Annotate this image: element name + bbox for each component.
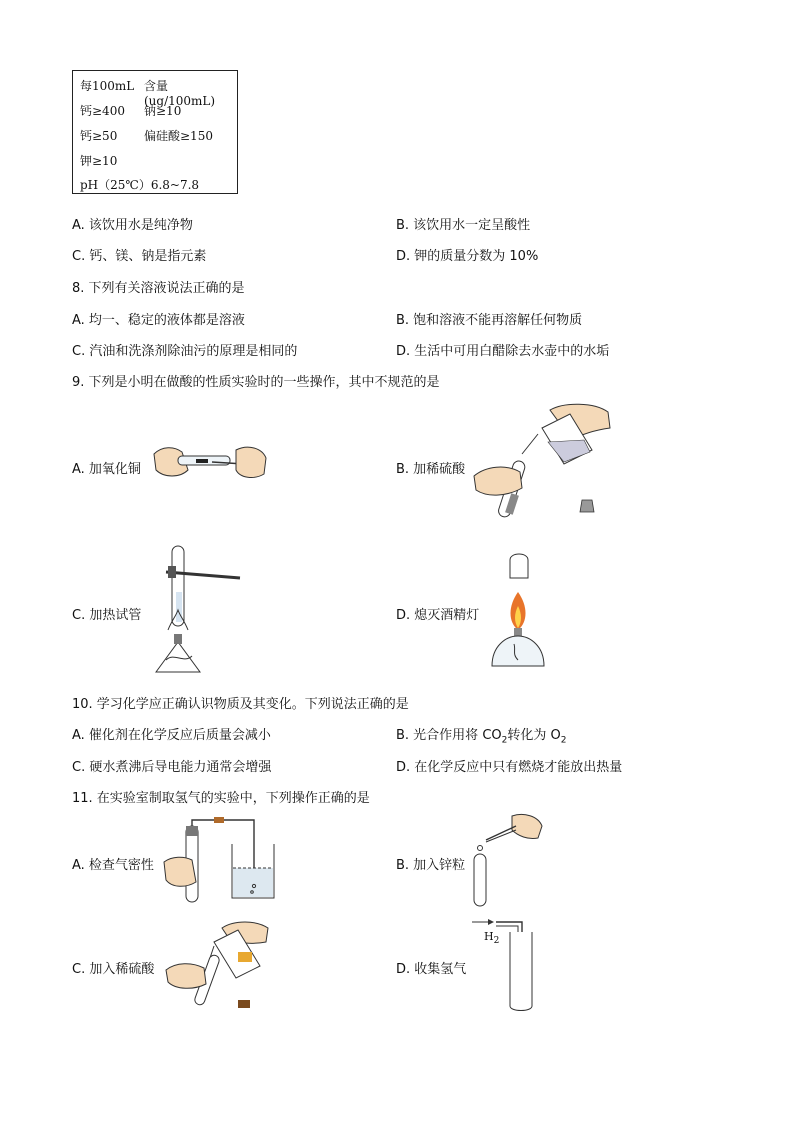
q11-option-c: C. 加入稀硫酸 [72, 962, 155, 977]
q9a-add-copper-oxide-illustration [152, 440, 270, 485]
q9-option-d: D. 熄灭酒精灯 [396, 608, 480, 623]
table-header-right: 含量(ug/100mL) [144, 79, 216, 108]
q7-option-b: B. 该饮用水一定呈酸性 [396, 218, 531, 233]
q11a-airtightness-check-illustration [162, 816, 278, 908]
table-cell: 钠≥10 [144, 104, 182, 118]
table-ph: pH（25℃）6.8~7.8 [80, 178, 200, 192]
q9-option-c: C. 加热试管 [72, 608, 142, 623]
h2-label: $H_2$ [484, 930, 500, 947]
q11b-add-zinc-illustration [472, 812, 546, 908]
table-cell: 偏硅酸≥150 [144, 129, 213, 143]
q8-option-d: D. 生活中可用白醋除去水壶中的水垢 [396, 344, 610, 359]
q9-option-a: A. 加氧化铜 [72, 462, 141, 477]
table-cell: 钙≥50 [80, 129, 118, 143]
q7-option-c: C. 钙、镁、钠是指元素 [72, 249, 207, 264]
q11-option-d: D. 收集氢气 [396, 962, 467, 977]
q10-option-b: B. 光合作用将 $CO_2$转化为 $O_2$ [396, 728, 567, 746]
q11d-collect-hydrogen-illustration [470, 916, 550, 1012]
q8-option-b: B. 饱和溶液不能再溶解任何物质 [396, 313, 583, 328]
q11-stem: 11. 在实验室制取氢气的实验中，下列操作正确的是 [72, 791, 370, 806]
q11c-add-acid-illustration [164, 918, 270, 1014]
q7-option-a: A. 该饮用水是纯净物 [72, 218, 193, 233]
q11-option-b: B. 加入锌粒 [396, 858, 466, 873]
q10-option-d: D. 在化学反应中只有燃烧才能放出热量 [396, 760, 623, 775]
q8-stem: 8. 下列有关溶液说法正确的是 [72, 281, 245, 296]
table-cell: 钾≥10 [80, 154, 118, 168]
table-header-left: 每100mL [80, 79, 135, 93]
mineral-content-table [72, 70, 238, 194]
q9-option-b: B. 加稀硫酸 [396, 462, 466, 477]
table-cell: 钙≥400 [80, 104, 125, 118]
q8-option-c: C. 汽油和洗涤剂除油污的原理是相同的 [72, 344, 298, 359]
q9c-heating-test-tube-illustration [148, 542, 244, 682]
q9-stem: 9. 下列是小明在做酸的性质实验时的一些操作，其中不规范的是 [72, 375, 440, 390]
q10-option-a: A. 催化剂在化学反应后质量会减小 [72, 728, 271, 743]
q7-option-d: D. 钾的质量分数为 10% [396, 249, 539, 264]
q10-stem: 10. 学习化学应正确认识物质及其变化。下列说法正确的是 [72, 697, 409, 712]
q10-option-c: C. 硬水煮沸后导电能力通常会增强 [72, 760, 272, 775]
q8-option-a: A. 均一、稳定的液体都是溶液 [72, 313, 245, 328]
q9d-extinguish-alcohol-lamp-illustration [486, 550, 550, 668]
q11-option-a: A. 检查气密性 [72, 858, 154, 873]
q9b-add-dilute-acid-illustration [472, 400, 614, 522]
